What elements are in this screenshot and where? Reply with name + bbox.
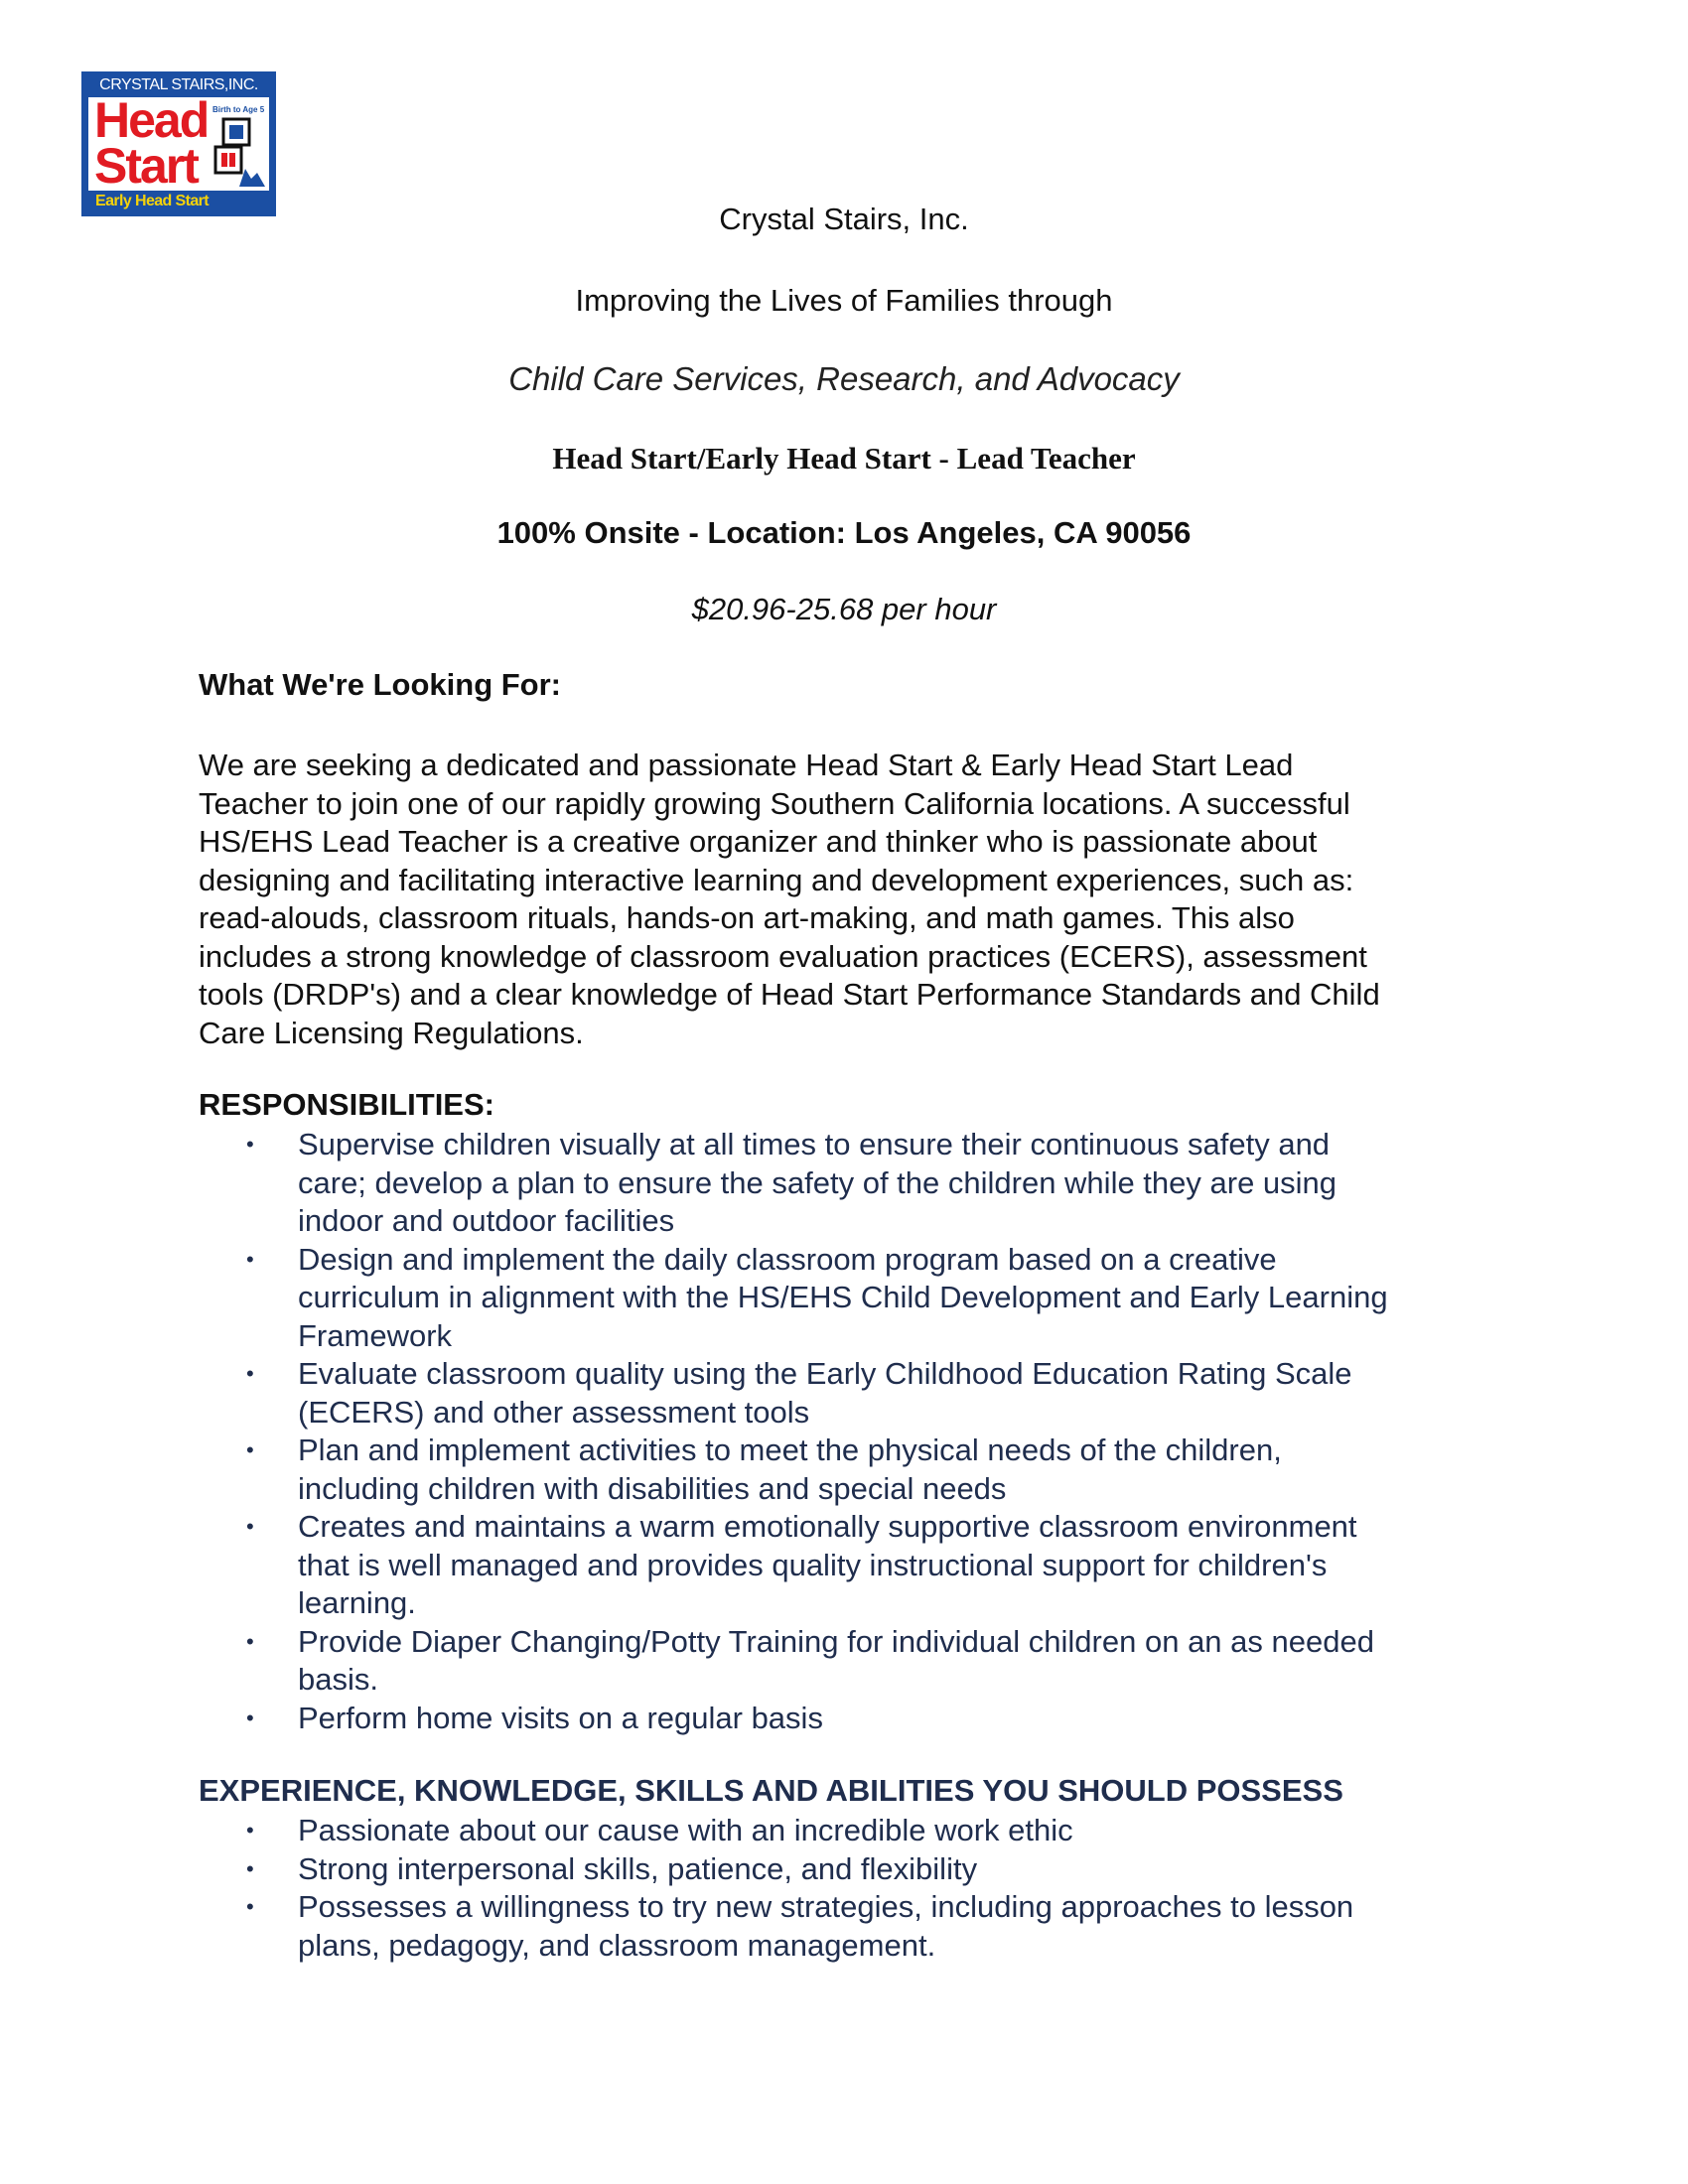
list-item	[199, 1812, 1509, 1850]
experience-heading: EXPERIENCE, KNOWLEDGE, SKILLS AND ABILITIES YOU SHOULD POSSESS	[199, 1773, 1343, 1808]
item-line: indoor and outdoor facilities	[298, 1203, 675, 1238]
pay-rate: $20.96-25.68 per hour	[691, 592, 997, 626]
bullet-icon: •	[246, 1132, 254, 1157]
bullet-icon: •	[246, 1361, 254, 1386]
list-item	[199, 1355, 1509, 1432]
item-line: Supervise children visually at all times to ensure their continuous safety and	[298, 1127, 1331, 1161]
bullet-icon: •	[246, 1628, 254, 1654]
item-line: Framework	[298, 1317, 453, 1353]
list-item	[199, 1700, 1509, 1738]
logo-panel	[88, 92, 269, 194]
list-item	[199, 1623, 1509, 1700]
logo-start-text: Start	[94, 138, 198, 194]
item-line: plans, pedagogy, and classroom management.	[298, 1927, 936, 1963]
intro-line: Teacher to join one of our rapidly growing Southern California locations. A successful	[199, 785, 1350, 821]
tagline-line-2: Child Care Services, Research, and Advocacy	[508, 360, 1180, 397]
item-line: Passionate about our cause with an incredible work ethic	[298, 1813, 1073, 1847]
list-item	[199, 1508, 1509, 1623]
experience-list	[199, 1812, 1509, 1965]
logo-company-text: CRYSTAL STAIRS,INC.	[99, 76, 258, 93]
item-line: (ECERS) and other assessment tools	[298, 1394, 810, 1430]
looking-for-heading: What We're Looking For:	[199, 667, 562, 702]
item-line: Possesses a willingness to try new strategies, including approaches to lesson	[298, 1889, 1354, 1924]
logo-age-text: Birth to Age 5	[212, 105, 265, 114]
item-line: Provide Diaper Changing/Potty Training for individual children on an as needed	[298, 1623, 1374, 1659]
list-item	[199, 1241, 1509, 1356]
list-item	[199, 1850, 1509, 1889]
item-line: care; develop a plan to ensure the safety of the children while they are using	[298, 1164, 1337, 1200]
logo-head-text: Head	[94, 92, 209, 148]
tagline-line-1: Improving the Lives of Families through	[575, 283, 1113, 318]
intro-line: We are seeking a dedicated and passionate Head Start & Early Head Start Lead	[199, 748, 1294, 782]
list-item	[199, 1888, 1509, 1965]
bullet-icon: •	[246, 1514, 254, 1539]
flag-icon	[237, 165, 267, 189]
job-title: Head Start/Early Head Start - Lead Teacher	[552, 441, 1136, 476]
intro-line: read-alouds, classroom rituals, hands-on art-making, and math games. This also	[199, 900, 1295, 935]
company-name: Crystal Stairs, Inc.	[719, 202, 969, 236]
item-line: basis.	[298, 1662, 378, 1697]
responsibilities-list	[199, 1126, 1509, 1737]
intro-line: Care Licensing Regulations.	[199, 1015, 584, 1050]
bullet-icon: •	[246, 1818, 254, 1843]
bullet-icon: •	[246, 1437, 254, 1462]
item-line: learning.	[298, 1585, 416, 1620]
bullet-icon: •	[246, 1705, 254, 1730]
responsibilities-heading: RESPONSIBILITIES:	[199, 1087, 494, 1122]
item-line: Creates and maintains a warm emotionally supportive classroom environment	[298, 1509, 1357, 1544]
item-line: including children with disabilities and special needs	[298, 1470, 1007, 1506]
list-item	[199, 1432, 1509, 1508]
item-line: Perform home visits on a regular basis	[298, 1700, 823, 1735]
intro-line: tools (DRDP's) and a clear knowledge of Head Start Performance Standards and Child	[199, 977, 1380, 1012]
item-line: curriculum in alignment with the HS/EHS Child Development and Early Learning	[298, 1280, 1388, 1314]
head-start-logo	[81, 71, 276, 216]
intro-line: includes a strong knowledge of classroom evaluation practices (ECERS), assessment	[199, 938, 1367, 974]
item-line: that is well managed and provides quality instructional support for children's	[298, 1547, 1328, 1582]
list-item	[199, 1126, 1509, 1241]
job-location: 100% Onsite - Location: Los Angeles, CA 90056	[496, 515, 1192, 550]
intro-line: designing and facilitating interactive learning and development experiences, such as:	[199, 862, 1354, 897]
item-line: Plan and implement activities to meet the physical needs of the children,	[298, 1433, 1282, 1467]
bullet-icon: •	[246, 1855, 254, 1881]
intro-paragraph	[199, 747, 1509, 1052]
intro-line: HS/EHS Lead Teacher is a creative organizer and thinker who is passionate about	[199, 824, 1318, 859]
bullet-icon: •	[246, 1894, 254, 1919]
item-line: Evaluate classroom quality using the Early Childhood Education Rating Scale	[298, 1356, 1352, 1391]
bullet-icon: •	[246, 1246, 254, 1272]
item-line: Strong interpersonal skills, patience, and flexibility	[298, 1850, 978, 1886]
item-line: Design and implement the daily classroom program based on a creative	[298, 1241, 1277, 1277]
logo-early-head-start-text: Early Head Start	[95, 193, 210, 209]
